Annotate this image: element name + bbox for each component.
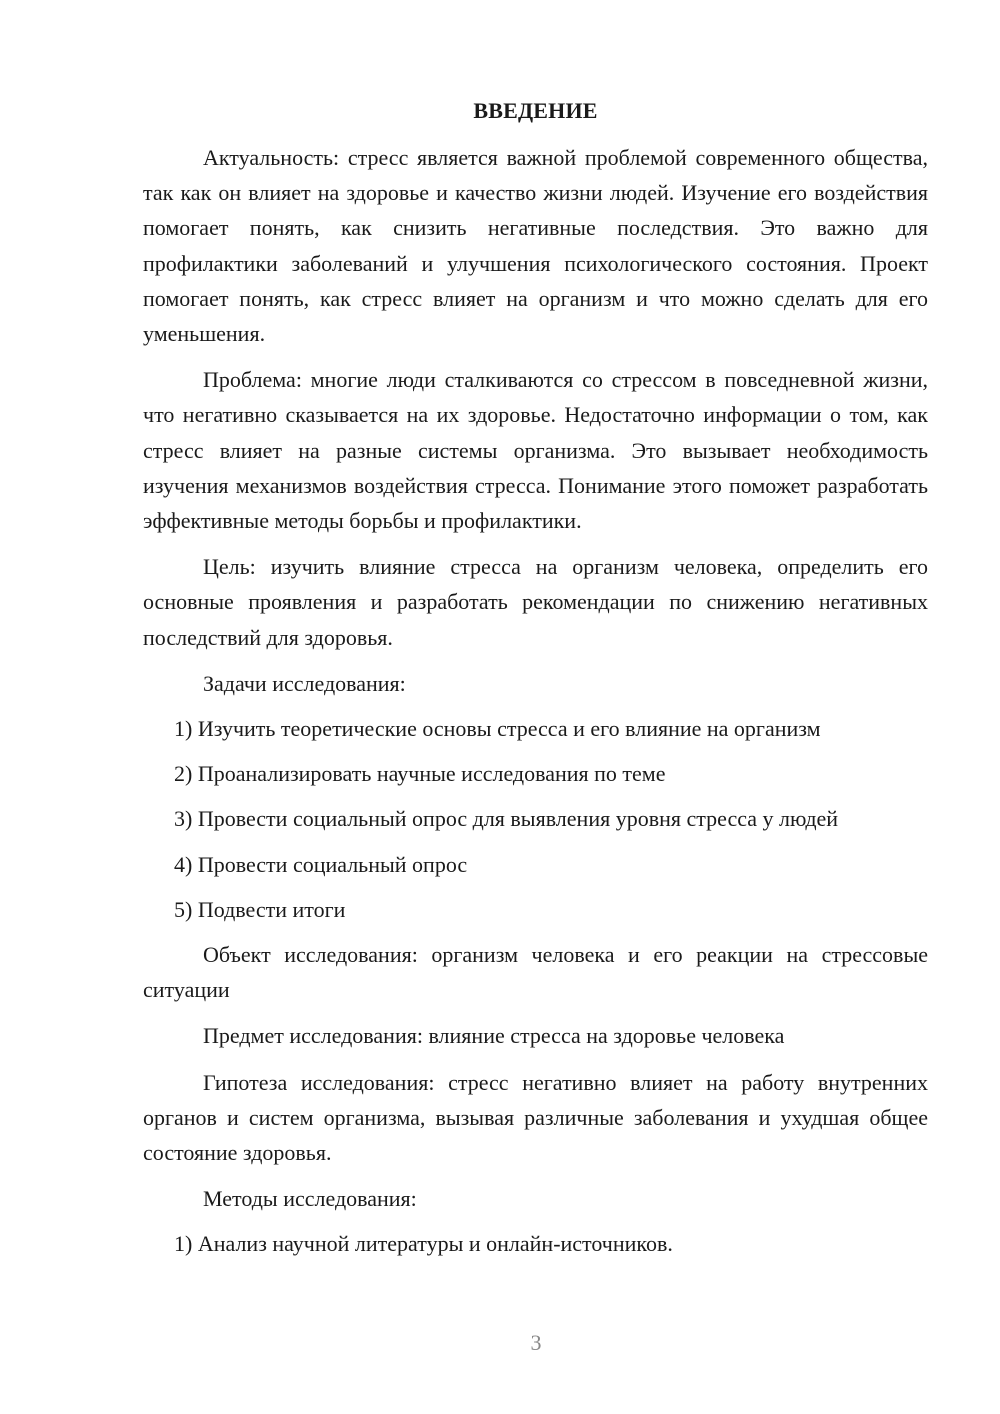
task-item: 1) Изучить теоретические основы стресса и его влияние на организм bbox=[174, 716, 821, 742]
task-item: 5) Подвести итоги bbox=[174, 896, 346, 922]
document-body bbox=[143, 93, 928, 1272]
object-paragraph: Объект исследования: организм человека и его реакции на стрессовые ситуации bbox=[143, 942, 928, 1003]
task-item: 4) Провести социальный опрос bbox=[174, 851, 468, 877]
methods-title: Методы исследования: bbox=[203, 1186, 417, 1212]
section-heading: ВВЕДЕНИЕ bbox=[473, 98, 598, 123]
problem-paragraph: Проблема: многие люди сталкиваются со стрессом в повседневной жизни, что негативно сказывается на их здоровье. Недостаточно информации о том, как стресс влияет на разные системы организма. Это вызывает необходимость изучения механизмов воздействия стресса. Понимание этого поможет разработать эффективные методы борьбы и профилактики. bbox=[143, 367, 928, 534]
subject-paragraph: Предмет исследования: влияние стресса на здоровье человека bbox=[203, 1023, 785, 1049]
page-number: 3 bbox=[530, 1330, 542, 1355]
method-item: 1) Анализ научной литературы и онлайн-источников. bbox=[174, 1231, 673, 1257]
hypothesis-paragraph: Гипотеза исследования: стресс негативно влияет на работу внутренних органов и систем организма, вызывая различные заболевания и ухудшая общее состояние здоровья. bbox=[143, 1069, 928, 1166]
task-item: 2) Проанализировать научные исследования по теме bbox=[174, 761, 666, 787]
tasks-title: Задачи исследования: bbox=[203, 670, 406, 696]
relevance-paragraph: Актуальность: стресс является важной проблемой современного общества, так как он влияет на здоровье и качество жизни людей. Изучение его воздействия помогает понять, как снизить негативные последствия. Это важно для профилактики заболеваний и улучшения психологического состояния. Проект помогает понять, как стресс влияет на организм и что можно сделать для его уменьшения. bbox=[143, 145, 928, 347]
goal-paragraph: Цель: изучить влияние стресса на организм человека, определить его основные проявления и разработать рекомендации по снижению негативных последствий для здоровья. bbox=[143, 554, 928, 650]
task-item: 3) Провести социальный опрос для выявления уровня стресса у людей bbox=[174, 806, 839, 832]
